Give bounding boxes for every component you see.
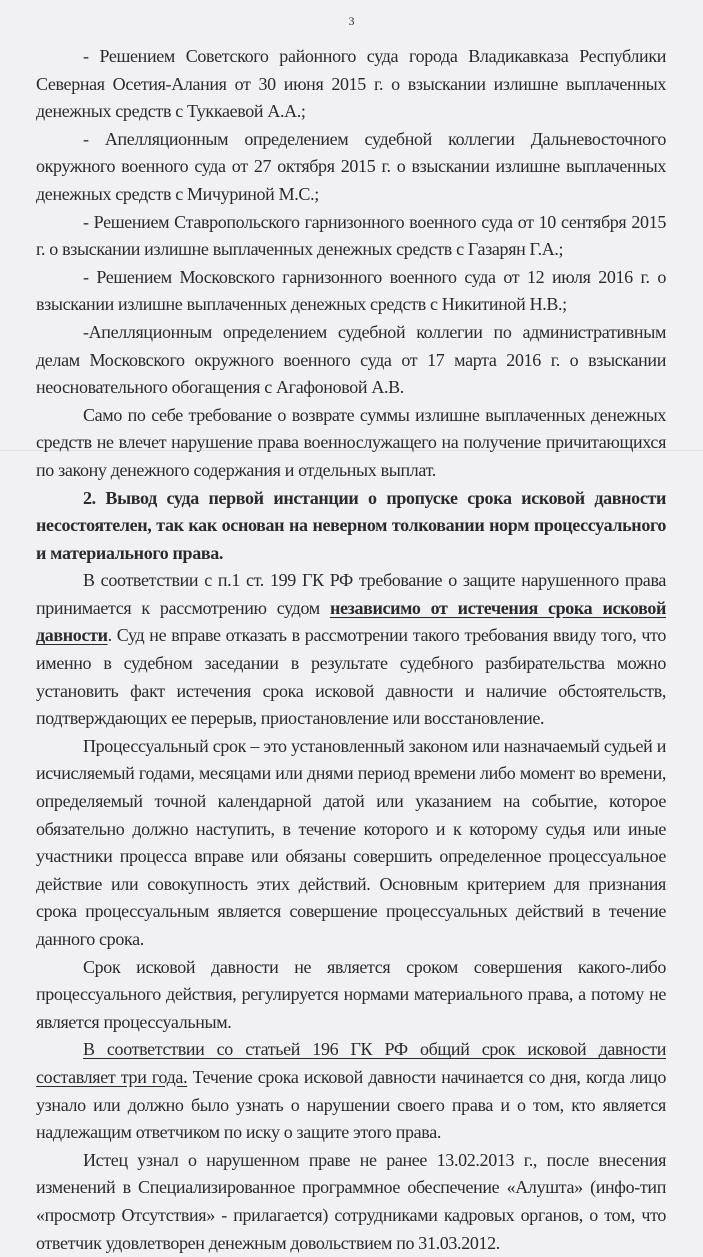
paragraph-text: Течение срока исковой давности начинается со дня, когда лицо узнало или должно было узнать о нарушении своего права и о том, кто является надлежащим ответчиком по иску о защите этого права. (36, 1066, 666, 1143)
paragraph (36, 1147, 666, 1257)
paragraph (36, 209, 666, 264)
paragraph-text: Само по себе требование о возврате суммы излишне выплаченных денежных средств не влечет нарушение права военнослужащего на получение причитающихся по закону денежного содержания и отдельных выплат. (36, 404, 666, 480)
page-number: 3 (348, 14, 355, 28)
paragraph-text: Процессуальный срок – это установленный законом или назначаемый судьей и исчисляемый годами, месяцами или днями период времени либо момент во времени, определяемый точной календарной датой или указанием на событие, которое обязательно должно наступить, в течение которого и к которому судья или иные участники процесса вправе или обязаны совершить определенное процессуальное действие или совокупность этих действий. Основным критерием для признания срока процессуальным является совершение процессуальных действий в течение данного срока. (36, 735, 666, 949)
paragraph (36, 954, 666, 1037)
emphasized-text: независимо от истечения срока исковой давности (36, 597, 667, 646)
paragraph-text: В соответствии с п.1 ст. 199 ГК РФ требование о защите нарушенного права принимается к рассмотрению судом (36, 570, 666, 618)
document-body (36, 43, 666, 1257)
paragraph-text: - Решением Московского гарнизонного военного суда от 12 июля 2016 г. о взыскании излишне выплаченных денежных средств с Никитиной Н.В.; (36, 266, 666, 315)
paragraph-text: - Решением Советского районного суда города Владикавказа Республики Северная Осетия-Алания от 30 июня 2015 г. о взыскании излишне выплаченных денежных средств с Туккаевой А.А.; (36, 46, 666, 122)
paragraph-text: . Суд не вправе отказать в рассмотрении такого требования ввиду того, что именно в судебном заседании в результате судебного разбирательства можно установить факт истечения срока исковой давности и наличие обстоятельств, подтверждающих ее перерыв, приостановление или восстановление. (36, 625, 666, 729)
paragraph (36, 264, 666, 319)
paragraph (36, 733, 666, 954)
paragraph-text: -Апелляционным определением судебной коллегии по административным делам Московского окружного военного суда от 17 марта 2016 г. о взыскании неосновательного обогащения с Агафоновой А.В. (36, 321, 666, 398)
paragraph-text: Истец узнал о нарушенном праве не ранее 13.02.2013 г., после внесения изменений в Специализированное программное обеспечение «Алушта» (инфо-тип «просмотр Отсутствия» - прилагается) сотрудниками кадровых органов, о том, что ответчик удовлетворен денежным довольствием по 31.03.2012. (36, 1149, 666, 1253)
paragraph-text: - Апелляционным определением судебной коллегии Дальневосточного окружного военного суда от 27 октября 2015 г. о взыскании излишне выплаченных денежных средств с Мичуриной М.С.; (36, 128, 666, 204)
paragraph (36, 567, 666, 733)
paragraph (36, 43, 666, 126)
emphasized-text: 2. Вывод суда первой инстанции о пропуске срока исковой давности несостоятелен, так как основан на неверном толковании норм процессуального и материального права. (36, 487, 666, 563)
paragraph (36, 319, 666, 402)
emphasized-text: В соответствии со статьей 196 ГК РФ общий срок исковой давности составляет три года. (36, 1039, 666, 1087)
paragraph (36, 485, 666, 568)
paragraph (36, 126, 666, 209)
paragraph (36, 1036, 666, 1146)
paragraph (36, 402, 666, 485)
paragraph-text: Срок исковой давности не является сроком совершения какого-либо процессуального действия, регулируется нормами материального права, а потому не является процессуальным. (36, 956, 666, 1032)
paragraph-text: - Решением Ставропольского гарнизонного военного суда от 10 сентября 2015 г. о взыскании излишне выплаченных денежных средств с Газарян Г.А.; (36, 211, 666, 260)
